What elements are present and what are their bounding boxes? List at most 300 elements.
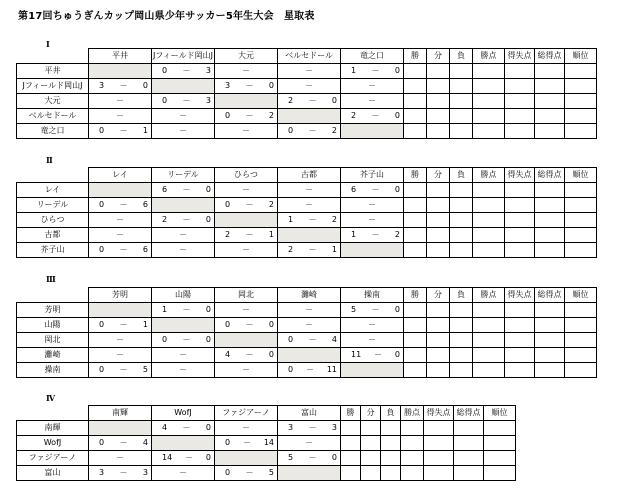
team-column-header: 富山	[278, 406, 341, 421]
stat-cell	[427, 64, 450, 79]
result-cell: －	[341, 94, 404, 109]
result-cell: －	[341, 198, 404, 213]
page-title: 第17回ちゅうぎんカップ岡山県少年サッカー5年生大会 星取表	[18, 11, 315, 22]
stat-column-header: 分	[427, 49, 450, 64]
stat-cell	[401, 451, 424, 466]
result-cell: －	[341, 333, 404, 348]
result-cell: －	[152, 243, 215, 258]
stat-cell	[450, 79, 473, 94]
stat-cell	[404, 94, 427, 109]
stat-cell	[505, 124, 535, 139]
stat-cell	[535, 348, 565, 363]
stat-cell	[450, 109, 473, 124]
team-row-header: 操南	[17, 363, 89, 378]
stat-cell	[505, 79, 535, 94]
stat-cell	[473, 198, 505, 213]
stat-cell	[381, 421, 401, 436]
stat-cell	[424, 436, 454, 451]
result-cell: 0 － 11	[278, 363, 341, 378]
stat-cell	[454, 466, 484, 481]
result-cell: 4 － 0	[152, 421, 215, 436]
stat-cell	[505, 109, 535, 124]
result-cell: －	[278, 303, 341, 318]
self-match-cell	[89, 303, 152, 318]
stat-cell	[424, 466, 454, 481]
stat-cell	[535, 243, 565, 258]
stat-column-header: 分	[427, 168, 450, 183]
stat-cell	[450, 363, 473, 378]
self-match-cell	[278, 466, 341, 481]
result-cell: －	[89, 109, 152, 124]
stat-cell	[473, 183, 505, 198]
corner-cell	[17, 288, 89, 303]
stat-cell	[535, 228, 565, 243]
stat-cell	[450, 183, 473, 198]
stat-cell	[565, 198, 597, 213]
stat-cell	[427, 333, 450, 348]
corner-cell	[17, 49, 89, 64]
group-label: Ⅰ	[46, 39, 50, 49]
team-row-header: ベルセドール	[17, 109, 89, 124]
result-cell: －	[278, 436, 341, 451]
team-column-header: レイ	[89, 168, 152, 183]
stat-cell	[427, 243, 450, 258]
stat-cell	[361, 436, 381, 451]
result-cell: 11 － 0	[341, 348, 404, 363]
team-row-header: 芳明	[17, 303, 89, 318]
stat-cell	[427, 213, 450, 228]
team-column-header: 芥子山	[341, 168, 404, 183]
result-cell: 0 － 3	[152, 94, 215, 109]
header-row	[17, 49, 597, 64]
group-label: Ⅳ	[46, 393, 56, 403]
stat-column-header: 負	[381, 406, 401, 421]
stat-cell	[535, 363, 565, 378]
stat-cell	[473, 109, 505, 124]
stat-cell	[535, 109, 565, 124]
self-match-cell	[215, 213, 278, 228]
stat-cell	[404, 213, 427, 228]
stat-column-header: 総得点	[535, 168, 565, 183]
table-row	[17, 303, 597, 318]
stat-cell	[565, 79, 597, 94]
table-row	[17, 318, 597, 333]
stat-cell	[473, 213, 505, 228]
stat-cell	[401, 421, 424, 436]
stat-cell	[505, 348, 535, 363]
self-match-cell	[278, 228, 341, 243]
stat-cell	[427, 228, 450, 243]
result-cell: 0 － 6	[89, 198, 152, 213]
stat-column-header: 順位	[565, 49, 597, 64]
stat-cell	[427, 109, 450, 124]
stat-cell	[565, 363, 597, 378]
result-cell: 0 － 1	[89, 124, 152, 139]
result-cell: －	[152, 228, 215, 243]
result-cell: 0 － 0	[152, 333, 215, 348]
result-cell: 0 － 2	[215, 198, 278, 213]
team-row-header: 南輝	[17, 421, 89, 436]
stat-cell	[450, 243, 473, 258]
result-cell: 0 － 1	[89, 318, 152, 333]
stat-column-header: 得失点	[505, 49, 535, 64]
result-cell: －	[152, 348, 215, 363]
stat-cell	[473, 318, 505, 333]
stat-cell	[427, 198, 450, 213]
stat-cell	[401, 466, 424, 481]
stat-cell	[404, 124, 427, 139]
team-row-header: 芥子山	[17, 243, 89, 258]
stat-cell	[341, 466, 361, 481]
table-row	[17, 64, 597, 79]
stat-cell	[505, 94, 535, 109]
result-cell: 0 － 2	[278, 124, 341, 139]
corner-cell	[17, 168, 89, 183]
stat-cell	[473, 79, 505, 94]
stat-cell	[454, 421, 484, 436]
team-row-header: 岡北	[17, 333, 89, 348]
result-cell: －	[89, 213, 152, 228]
stat-cell	[450, 64, 473, 79]
team-column-header: リーデル	[152, 168, 215, 183]
team-column-header: 山陽	[152, 288, 215, 303]
stat-cell	[450, 303, 473, 318]
stat-cell	[404, 64, 427, 79]
stat-cell	[404, 243, 427, 258]
result-cell: 0 － 5	[89, 363, 152, 378]
standings-table	[16, 48, 597, 139]
result-cell: 5 － 0	[278, 451, 341, 466]
team-row-header: リーデル	[17, 198, 89, 213]
team-column-header: 竜之口	[341, 49, 404, 64]
team-column-header: 操南	[341, 288, 404, 303]
stat-cell	[473, 363, 505, 378]
stat-cell	[473, 94, 505, 109]
stat-cell	[565, 333, 597, 348]
team-row-header: 灘崎	[17, 348, 89, 363]
result-cell: 3 － 3	[278, 421, 341, 436]
self-match-cell	[89, 421, 152, 436]
stat-column-header: 負	[450, 49, 473, 64]
stat-column-header: 勝	[404, 288, 427, 303]
stat-cell	[535, 94, 565, 109]
stat-cell	[565, 228, 597, 243]
stat-cell	[404, 348, 427, 363]
table-row	[17, 451, 516, 466]
result-cell: －	[89, 348, 152, 363]
stat-cell	[404, 318, 427, 333]
stat-column-header: 得失点	[505, 288, 535, 303]
result-cell: 3 － 0	[89, 79, 152, 94]
result-cell: －	[341, 318, 404, 333]
result-cell: 0 － 6	[89, 243, 152, 258]
stat-cell	[404, 109, 427, 124]
table-row	[17, 333, 597, 348]
stat-cell	[341, 436, 361, 451]
stat-cell	[535, 183, 565, 198]
stat-cell	[505, 183, 535, 198]
stat-cell	[505, 213, 535, 228]
team-column-header: ひらつ	[215, 168, 278, 183]
result-cell: －	[152, 466, 215, 481]
self-match-cell	[341, 243, 404, 258]
team-column-header: 芳明	[89, 288, 152, 303]
team-column-header: 岡北	[215, 288, 278, 303]
self-match-cell	[341, 363, 404, 378]
stat-cell	[565, 318, 597, 333]
stat-cell	[341, 451, 361, 466]
team-row-header: 平井	[17, 64, 89, 79]
stat-cell	[361, 421, 381, 436]
table-row	[17, 228, 597, 243]
team-row-header: 古都	[17, 228, 89, 243]
stat-column-header: 勝点	[473, 168, 505, 183]
stat-cell	[535, 318, 565, 333]
team-column-header: 平井	[89, 49, 152, 64]
header-row	[17, 168, 597, 183]
stat-cell	[484, 466, 516, 481]
stat-cell	[505, 363, 535, 378]
stat-cell	[427, 94, 450, 109]
stat-cell	[381, 466, 401, 481]
team-column-header: WofJ	[152, 406, 215, 421]
team-row-header: 富山	[17, 466, 89, 481]
result-cell: －	[89, 451, 152, 466]
table-row	[17, 243, 597, 258]
self-match-cell	[278, 109, 341, 124]
stat-cell	[473, 348, 505, 363]
result-cell: －	[341, 213, 404, 228]
stat-cell	[535, 198, 565, 213]
stat-cell	[473, 64, 505, 79]
stat-column-header: 得失点	[505, 168, 535, 183]
stat-cell	[505, 228, 535, 243]
result-cell: －	[278, 198, 341, 213]
stat-column-header: 勝点	[401, 406, 424, 421]
team-column-header: 南輝	[89, 406, 152, 421]
table-row	[17, 421, 516, 436]
stat-cell	[427, 303, 450, 318]
table-row	[17, 213, 597, 228]
result-cell: 14 － 0	[152, 451, 215, 466]
stat-column-header: 総得点	[535, 288, 565, 303]
stat-cell	[535, 303, 565, 318]
stat-cell	[450, 124, 473, 139]
stat-column-header: 負	[450, 168, 473, 183]
result-cell: －	[215, 124, 278, 139]
team-row-header: レイ	[17, 183, 89, 198]
result-cell: 6 － 0	[341, 183, 404, 198]
self-match-cell	[215, 451, 278, 466]
result-cell: 2 － 1	[215, 228, 278, 243]
self-match-cell	[215, 333, 278, 348]
team-row-header: ファジアーノ	[17, 451, 89, 466]
stat-column-header: 得失点	[424, 406, 454, 421]
stat-cell	[454, 451, 484, 466]
self-match-cell	[89, 64, 152, 79]
stat-cell	[341, 421, 361, 436]
header-row	[17, 288, 597, 303]
result-cell: 0 － 2	[215, 109, 278, 124]
table-row	[17, 466, 516, 481]
stat-cell	[424, 421, 454, 436]
result-cell: －	[89, 333, 152, 348]
table-row	[17, 183, 597, 198]
result-cell: －	[215, 243, 278, 258]
result-cell: 3 － 3	[89, 466, 152, 481]
stat-cell	[404, 79, 427, 94]
stat-cell	[484, 421, 516, 436]
group-label: Ⅱ	[46, 155, 53, 165]
team-row-header: WofJ	[17, 436, 89, 451]
stat-cell	[565, 213, 597, 228]
stat-column-header: 負	[450, 288, 473, 303]
table-row	[17, 124, 597, 139]
table-row	[17, 94, 597, 109]
stat-cell	[427, 79, 450, 94]
result-cell: －	[278, 79, 341, 94]
team-column-header: Jフィールド岡山J	[152, 49, 215, 64]
team-column-header: ベルセドール	[278, 49, 341, 64]
stat-cell	[535, 333, 565, 348]
result-cell: －	[278, 64, 341, 79]
self-match-cell	[152, 318, 215, 333]
result-cell: －	[278, 183, 341, 198]
table-row	[17, 198, 597, 213]
result-cell: 5 － 0	[341, 303, 404, 318]
stat-column-header: 勝	[404, 49, 427, 64]
stat-column-header: 勝点	[473, 49, 505, 64]
stat-cell	[427, 124, 450, 139]
table-row	[17, 363, 597, 378]
stat-cell	[361, 451, 381, 466]
stat-column-header: 勝点	[473, 288, 505, 303]
team-row-header: ひらつ	[17, 213, 89, 228]
stat-column-header: 総得点	[454, 406, 484, 421]
stat-column-header: 順位	[565, 168, 597, 183]
stat-cell	[404, 363, 427, 378]
result-cell: 2 － 0	[152, 213, 215, 228]
stat-cell	[427, 348, 450, 363]
stat-cell	[450, 348, 473, 363]
stat-cell	[473, 333, 505, 348]
stat-cell	[535, 79, 565, 94]
self-match-cell	[152, 198, 215, 213]
team-column-header: 古都	[278, 168, 341, 183]
result-cell: 1 － 2	[278, 213, 341, 228]
stat-cell	[505, 64, 535, 79]
standings-table	[16, 167, 597, 258]
standings-table	[16, 287, 597, 378]
stat-cell	[450, 213, 473, 228]
stat-column-header: 勝	[341, 406, 361, 421]
result-cell: －	[152, 109, 215, 124]
stat-column-header: 分	[361, 406, 381, 421]
stat-cell	[484, 436, 516, 451]
corner-cell	[17, 406, 89, 421]
self-match-cell	[278, 348, 341, 363]
result-cell: －	[89, 94, 152, 109]
result-cell: －	[215, 363, 278, 378]
stat-cell	[535, 64, 565, 79]
stat-cell	[450, 94, 473, 109]
stat-cell	[535, 124, 565, 139]
table-row	[17, 79, 597, 94]
stat-cell	[565, 183, 597, 198]
result-cell: －	[215, 303, 278, 318]
group-label: Ⅲ	[46, 274, 56, 284]
team-row-header: 竜之口	[17, 124, 89, 139]
stat-cell	[505, 303, 535, 318]
self-match-cell	[152, 79, 215, 94]
stat-cell	[427, 363, 450, 378]
stat-cell	[473, 303, 505, 318]
stat-cell	[473, 124, 505, 139]
team-row-header: 山陽	[17, 318, 89, 333]
stat-cell	[450, 318, 473, 333]
result-cell: －	[278, 318, 341, 333]
table-row	[17, 348, 597, 363]
team-column-header: 灘崎	[278, 288, 341, 303]
self-match-cell	[341, 124, 404, 139]
stat-cell	[427, 318, 450, 333]
result-cell: 6 － 0	[152, 183, 215, 198]
result-cell: 2 － 1	[278, 243, 341, 258]
stat-cell	[401, 436, 424, 451]
result-cell: －	[215, 183, 278, 198]
header-row	[17, 406, 516, 421]
stat-cell	[361, 466, 381, 481]
stat-column-header: 総得点	[535, 49, 565, 64]
self-match-cell	[152, 436, 215, 451]
stat-cell	[565, 109, 597, 124]
stat-cell	[505, 198, 535, 213]
stat-column-header: 順位	[565, 288, 597, 303]
team-column-header: 大元	[215, 49, 278, 64]
stat-cell	[450, 333, 473, 348]
stat-cell	[565, 64, 597, 79]
stat-cell	[404, 198, 427, 213]
stat-column-header: 分	[427, 288, 450, 303]
stat-cell	[565, 348, 597, 363]
team-row-header: 大元	[17, 94, 89, 109]
stat-cell	[381, 451, 401, 466]
result-cell: 0 － 4	[278, 333, 341, 348]
stat-cell	[454, 436, 484, 451]
result-cell: 0 － 14	[215, 436, 278, 451]
result-cell: －	[341, 79, 404, 94]
result-cell: 4 － 0	[215, 348, 278, 363]
result-cell: 0 － 4	[89, 436, 152, 451]
result-cell: 0 － 5	[215, 466, 278, 481]
result-cell: 1 － 0	[341, 64, 404, 79]
result-cell: 0 － 0	[215, 318, 278, 333]
stat-cell	[404, 333, 427, 348]
stat-cell	[505, 333, 535, 348]
stat-cell	[424, 451, 454, 466]
stat-cell	[450, 198, 473, 213]
stat-cell	[565, 303, 597, 318]
stat-cell	[450, 228, 473, 243]
result-cell: 0 － 3	[152, 64, 215, 79]
stat-cell	[535, 213, 565, 228]
standings-table	[16, 405, 516, 481]
result-cell: 1 － 2	[341, 228, 404, 243]
table-row	[17, 109, 597, 124]
result-cell: －	[89, 228, 152, 243]
stat-cell	[565, 243, 597, 258]
stat-column-header: 順位	[484, 406, 516, 421]
